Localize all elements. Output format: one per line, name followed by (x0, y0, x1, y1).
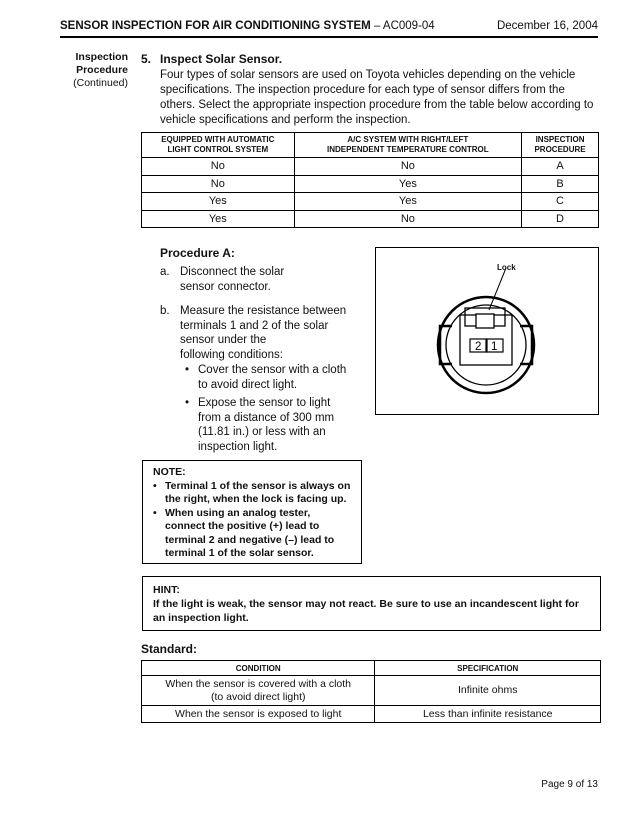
column-header-ac-system: A/C SYSTEM WITH RIGHT/LEFT INDEPENDENT TEMPERATURE CONTROL (294, 133, 521, 158)
step-intro: Four types of solar sensors are used on Toyota vehicles depending on the vehicle specifications. The inspection procedure for each type of sensor differs from the others. Select the appropriate inspection procedure from the table below according to vehicle specifications and perform the inspection. (160, 69, 594, 126)
page-header (60, 20, 598, 38)
condition-bullet-cover: • Cover the sensor with a cloth to avoid direct light. (185, 364, 347, 391)
table-cell: Infinite ohms (375, 676, 601, 706)
table-cell: A (522, 158, 599, 176)
table-cell: C (522, 193, 599, 211)
solar-sensor-connector-figure (375, 247, 599, 415)
step-number: 5. (141, 52, 152, 66)
terminal-1-label: 1 (491, 341, 498, 353)
document-date: December 16, 2004 (496, 20, 598, 32)
note-title: NOTE: (153, 466, 186, 478)
connector-diagram (376, 248, 600, 416)
table-cell: B (522, 175, 599, 193)
procedure-a-title: Procedure A: (160, 246, 235, 260)
standard-table (141, 660, 601, 723)
column-header-inspection-procedure: INSPECTION PROCEDURE (522, 133, 599, 158)
column-header-condition: CONDITION (142, 661, 375, 676)
table-header-row (142, 133, 599, 158)
table-row (142, 676, 601, 706)
column-header-auto-light: EQUIPPED WITH AUTOMATIC LIGHT CONTROL SYSTEM (142, 133, 295, 158)
column-header-specification: SPECIFICATION (375, 661, 601, 676)
note-item: • Terminal 1 of the sensor is always on the right, when the lock is facing up. (153, 480, 351, 507)
table-row (142, 210, 599, 228)
table-row (142, 193, 599, 211)
step-title: Inspect Solar Sensor. (160, 52, 283, 66)
procedure-step-b: b. Measure the resistance between terminals 1 and 2 of the solar sensor under the following conditions: (160, 305, 347, 361)
procedure-selection-table (141, 132, 599, 228)
table-cell: Yes (294, 175, 521, 193)
table-cell: No (294, 210, 521, 228)
section-side-label: Inspection Procedure (Continued) (73, 51, 128, 89)
table-cell: Yes (294, 193, 521, 211)
note-box (142, 460, 362, 564)
table-row (142, 706, 601, 723)
lock-label: Lock (497, 263, 516, 272)
document-title: SENSOR INSPECTION FOR AIR CONDITIONING SYSTEM – AC009-04 (60, 20, 435, 32)
note-item: • When using an analog tester, connect the positive (+) lead to terminal 2 and negative (–) lead to terminal 1 of the solar sensor. (153, 507, 351, 561)
standard-title: Standard: (141, 642, 198, 656)
terminal-2-label: 2 (475, 341, 482, 353)
table-header-row (142, 661, 601, 676)
table-cell: D (522, 210, 599, 228)
table-cell: When the sensor is exposed to light (142, 706, 375, 723)
hint-title: HINT: (153, 584, 180, 596)
table-cell: When the sensor is covered with a cloth (to avoid direct light) (142, 676, 375, 706)
table-cell: Yes (142, 193, 295, 211)
procedure-step-a: a. Disconnect the solar sensor connector. (160, 266, 285, 293)
hint-box (142, 576, 601, 631)
table-cell: No (142, 175, 295, 193)
table-cell: Yes (142, 210, 295, 228)
table-row (142, 175, 599, 193)
condition-bullet-expose: • Expose the sensor to light from a distance of 300 mm (11.81 in.) or less with an inspection light. (185, 397, 335, 453)
table-row (142, 158, 599, 176)
document-code: AC009-04 (382, 20, 435, 32)
page-number: Page 9 of 13 (541, 779, 598, 790)
table-cell: No (294, 158, 521, 176)
table-cell: Less than infinite resistance (375, 706, 601, 723)
hint-text: If the light is weak, the sensor may not react. Be sure to use an incandescent light for an inspection light. (153, 598, 579, 624)
table-cell: No (142, 158, 295, 176)
